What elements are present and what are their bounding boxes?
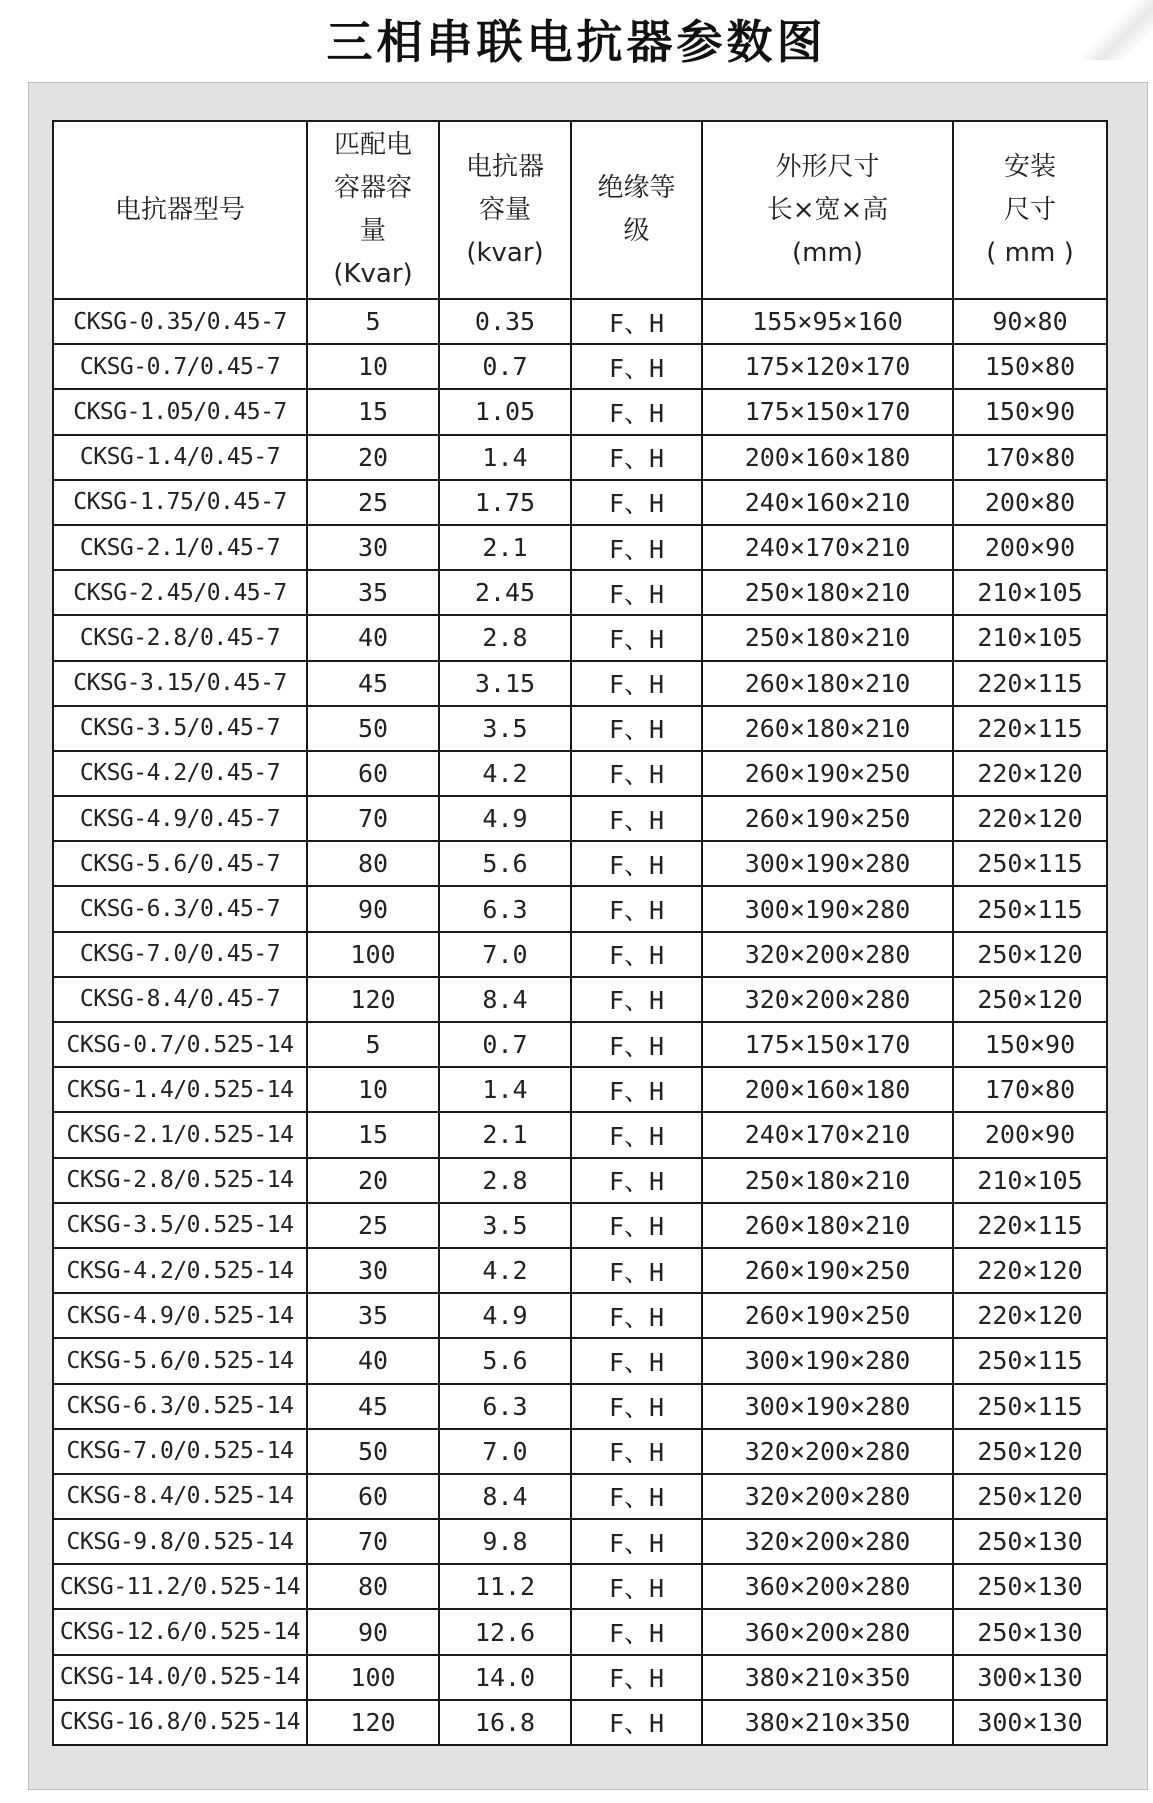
cell-reactor-capacity: 7.0 bbox=[439, 1429, 571, 1474]
cell-model: CKSG-11.2/0.525-14 bbox=[53, 1564, 307, 1609]
table-row bbox=[53, 480, 1107, 525]
header-line: 容器容 bbox=[333, 173, 412, 203]
reactor-parameter-table bbox=[52, 120, 1108, 1746]
table-row bbox=[53, 1112, 1107, 1157]
cell-dimensions: 260×180×210 bbox=[702, 1203, 953, 1248]
cell-reactor-capacity: 0.7 bbox=[439, 344, 571, 389]
header-model bbox=[53, 121, 307, 299]
cell-mounting-size: 250×120 bbox=[953, 932, 1107, 977]
cell-dimensions: 300×190×280 bbox=[702, 886, 953, 931]
cell-dimensions: 320×200×280 bbox=[702, 977, 953, 1022]
cell-reactor-capacity: 0.35 bbox=[439, 299, 571, 344]
cell-insulation: F、H bbox=[571, 1384, 702, 1429]
cell-dimensions: 240×160×210 bbox=[702, 480, 953, 525]
table-row bbox=[53, 615, 1107, 660]
table-row bbox=[53, 1609, 1107, 1654]
cell-model: CKSG-2.1/0.525-14 bbox=[53, 1112, 307, 1157]
cell-model: CKSG-3.5/0.45-7 bbox=[53, 706, 307, 751]
cell-insulation: F、H bbox=[571, 1112, 702, 1157]
cell-capacitor-capacity: 70 bbox=[307, 796, 439, 841]
cell-mounting-size: 250×120 bbox=[953, 1429, 1107, 1474]
cell-model: CKSG-1.4/0.525-14 bbox=[53, 1067, 307, 1112]
cell-insulation: F、H bbox=[571, 796, 702, 841]
cell-mounting-size: 250×115 bbox=[953, 886, 1107, 931]
cell-mounting-size: 250×115 bbox=[953, 1338, 1107, 1383]
cell-reactor-capacity: 14.0 bbox=[439, 1655, 571, 1700]
cell-reactor-capacity: 2.45 bbox=[439, 570, 571, 615]
cell-insulation: F、H bbox=[571, 435, 702, 480]
table-row bbox=[53, 344, 1107, 389]
cell-mounting-size: 150×80 bbox=[953, 344, 1107, 389]
header-line: ( mm ) bbox=[986, 237, 1074, 268]
table-row bbox=[53, 751, 1107, 796]
table-row bbox=[53, 525, 1107, 570]
cell-insulation: F、H bbox=[571, 615, 702, 660]
cell-reactor-capacity: 0.7 bbox=[439, 1022, 571, 1067]
cell-model: CKSG-9.8/0.525-14 bbox=[53, 1519, 307, 1564]
cell-mounting-size: 300×130 bbox=[953, 1655, 1107, 1700]
cell-model: CKSG-5.6/0.45-7 bbox=[53, 841, 307, 886]
header-insulation-class bbox=[571, 121, 702, 299]
cell-model: CKSG-5.6/0.525-14 bbox=[53, 1338, 307, 1383]
cell-dimensions: 380×210×350 bbox=[702, 1655, 953, 1700]
cell-capacitor-capacity: 10 bbox=[307, 344, 439, 389]
cell-capacitor-capacity: 40 bbox=[307, 615, 439, 660]
header-dimensions bbox=[702, 121, 953, 299]
page-title: 三相串联电抗器参数图 bbox=[326, 15, 827, 69]
cell-model: CKSG-6.3/0.525-14 bbox=[53, 1384, 307, 1429]
table-row bbox=[53, 1248, 1107, 1293]
cell-reactor-capacity: 5.6 bbox=[439, 1338, 571, 1383]
table-row bbox=[53, 661, 1107, 706]
cell-dimensions: 360×200×280 bbox=[702, 1564, 953, 1609]
cell-capacitor-capacity: 80 bbox=[307, 841, 439, 886]
cell-insulation: F、H bbox=[571, 1293, 702, 1338]
cell-insulation: F、H bbox=[571, 299, 702, 344]
cell-capacitor-capacity: 15 bbox=[307, 1112, 439, 1157]
cell-reactor-capacity: 4.2 bbox=[439, 1248, 571, 1293]
cell-model: CKSG-1.05/0.45-7 bbox=[53, 389, 307, 434]
cell-capacitor-capacity: 120 bbox=[307, 977, 439, 1022]
cell-insulation: F、H bbox=[571, 525, 702, 570]
cell-mounting-size: 220×120 bbox=[953, 1293, 1107, 1338]
table-row bbox=[53, 1293, 1107, 1338]
cell-reactor-capacity: 16.8 bbox=[439, 1700, 571, 1745]
table-row bbox=[53, 841, 1107, 886]
cell-reactor-capacity: 12.6 bbox=[439, 1609, 571, 1654]
table-row bbox=[53, 570, 1107, 615]
header-line: 安装 bbox=[1003, 151, 1056, 182]
header-mounting-size bbox=[953, 121, 1107, 299]
cell-dimensions: 320×200×280 bbox=[702, 932, 953, 977]
cell-insulation: F、H bbox=[571, 1158, 702, 1203]
table-row bbox=[53, 796, 1107, 841]
cell-insulation: F、H bbox=[571, 1700, 702, 1745]
cell-mounting-size: 200×90 bbox=[953, 525, 1107, 570]
cell-reactor-capacity: 4.9 bbox=[439, 1293, 571, 1338]
cell-capacitor-capacity: 20 bbox=[307, 435, 439, 480]
header-line: (mm) bbox=[792, 237, 863, 268]
cell-capacitor-capacity: 90 bbox=[307, 886, 439, 931]
header-line: 电抗器型号 bbox=[114, 194, 245, 225]
cell-mounting-size: 220×115 bbox=[953, 661, 1107, 706]
cell-model: CKSG-3.15/0.45-7 bbox=[53, 661, 307, 706]
table-row bbox=[53, 1655, 1107, 1700]
cell-mounting-size: 250×120 bbox=[953, 1474, 1107, 1519]
cell-capacitor-capacity: 35 bbox=[307, 570, 439, 615]
cell-capacitor-capacity: 25 bbox=[307, 1203, 439, 1248]
cell-insulation: F、H bbox=[571, 1429, 702, 1474]
cell-model: CKSG-1.4/0.45-7 bbox=[53, 435, 307, 480]
cell-dimensions: 360×200×280 bbox=[702, 1609, 953, 1654]
cell-capacitor-capacity: 15 bbox=[307, 389, 439, 434]
cell-model: CKSG-16.8/0.525-14 bbox=[53, 1700, 307, 1745]
cell-dimensions: 260×190×250 bbox=[702, 751, 953, 796]
cell-model: CKSG-14.0/0.525-14 bbox=[53, 1655, 307, 1700]
cell-model: CKSG-7.0/0.525-14 bbox=[53, 1429, 307, 1474]
cell-dimensions: 320×200×280 bbox=[702, 1519, 953, 1564]
cell-mounting-size: 250×120 bbox=[953, 977, 1107, 1022]
cell-dimensions: 320×200×280 bbox=[702, 1474, 953, 1519]
cell-dimensions: 250×180×210 bbox=[702, 1158, 953, 1203]
table-row bbox=[53, 1474, 1107, 1519]
cell-model: CKSG-8.4/0.525-14 bbox=[53, 1474, 307, 1519]
table-row bbox=[53, 1203, 1107, 1248]
cell-dimensions: 240×170×210 bbox=[702, 525, 953, 570]
cell-capacitor-capacity: 90 bbox=[307, 1609, 439, 1654]
cell-dimensions: 175×150×170 bbox=[702, 389, 953, 434]
cell-model: CKSG-4.9/0.525-14 bbox=[53, 1293, 307, 1338]
header-line: 级 bbox=[623, 216, 650, 246]
cell-model: CKSG-2.45/0.45-7 bbox=[53, 570, 307, 615]
cell-capacitor-capacity: 5 bbox=[307, 1022, 439, 1067]
cell-mounting-size: 210×105 bbox=[953, 570, 1107, 615]
cell-capacitor-capacity: 20 bbox=[307, 1158, 439, 1203]
header-line: 匹配电 bbox=[333, 130, 412, 160]
cell-mounting-size: 170×80 bbox=[953, 435, 1107, 480]
cell-mounting-size: 250×115 bbox=[953, 841, 1107, 886]
cell-insulation: F、H bbox=[571, 1564, 702, 1609]
cell-model: CKSG-2.8/0.45-7 bbox=[53, 615, 307, 660]
cell-model: CKSG-0.7/0.525-14 bbox=[53, 1022, 307, 1067]
cell-model: CKSG-6.3/0.45-7 bbox=[53, 886, 307, 931]
cell-dimensions: 175×120×170 bbox=[702, 344, 953, 389]
cell-mounting-size: 250×130 bbox=[953, 1609, 1107, 1654]
cell-reactor-capacity: 3.5 bbox=[439, 1203, 571, 1248]
header-capacitor-capacity bbox=[307, 121, 439, 299]
cell-capacitor-capacity: 60 bbox=[307, 751, 439, 796]
cell-insulation: F、H bbox=[571, 1609, 702, 1654]
cell-dimensions: 260×190×250 bbox=[702, 796, 953, 841]
cell-dimensions: 300×190×280 bbox=[702, 1338, 953, 1383]
cell-reactor-capacity: 11.2 bbox=[439, 1564, 571, 1609]
cell-capacitor-capacity: 100 bbox=[307, 932, 439, 977]
cell-capacitor-capacity: 30 bbox=[307, 525, 439, 570]
cell-insulation: F、H bbox=[571, 841, 702, 886]
cell-insulation: F、H bbox=[571, 1655, 702, 1700]
cell-insulation: F、H bbox=[571, 570, 702, 615]
cell-capacitor-capacity: 10 bbox=[307, 1067, 439, 1112]
cell-model: CKSG-8.4/0.45-7 bbox=[53, 977, 307, 1022]
cell-capacitor-capacity: 35 bbox=[307, 1293, 439, 1338]
cell-insulation: F、H bbox=[571, 1474, 702, 1519]
cell-reactor-capacity: 9.8 bbox=[439, 1519, 571, 1564]
table-row bbox=[53, 1338, 1107, 1383]
cell-capacitor-capacity: 60 bbox=[307, 1474, 439, 1519]
cell-dimensions: 260×180×210 bbox=[702, 661, 953, 706]
cell-capacitor-capacity: 5 bbox=[307, 299, 439, 344]
cell-insulation: F、H bbox=[571, 344, 702, 389]
cell-reactor-capacity: 1.05 bbox=[439, 389, 571, 434]
cell-insulation: F、H bbox=[571, 886, 702, 931]
cell-mounting-size: 150×90 bbox=[953, 1022, 1107, 1067]
cell-mounting-size: 220×115 bbox=[953, 706, 1107, 751]
table-row bbox=[53, 389, 1107, 434]
cell-mounting-size: 300×130 bbox=[953, 1700, 1107, 1745]
cell-model: CKSG-2.1/0.45-7 bbox=[53, 525, 307, 570]
cell-mounting-size: 210×105 bbox=[953, 1158, 1107, 1203]
table-row bbox=[53, 1519, 1107, 1564]
header-line: 电抗器 bbox=[465, 151, 544, 182]
cell-mounting-size: 250×130 bbox=[953, 1564, 1107, 1609]
cell-dimensions: 175×150×170 bbox=[702, 1022, 953, 1067]
cell-reactor-capacity: 3.15 bbox=[439, 661, 571, 706]
table-row bbox=[53, 1158, 1107, 1203]
table-row bbox=[53, 706, 1107, 751]
cell-reactor-capacity: 7.0 bbox=[439, 932, 571, 977]
cell-capacitor-capacity: 120 bbox=[307, 1700, 439, 1745]
cell-capacitor-capacity: 40 bbox=[307, 1338, 439, 1383]
cell-model: CKSG-2.8/0.525-14 bbox=[53, 1158, 307, 1203]
cell-insulation: F、H bbox=[571, 1338, 702, 1383]
cell-dimensions: 380×210×350 bbox=[702, 1700, 953, 1745]
cell-insulation: F、H bbox=[571, 661, 702, 706]
table-row bbox=[53, 977, 1107, 1022]
header-line: 量 bbox=[359, 216, 386, 246]
header-line: 绝缘等 bbox=[597, 173, 676, 203]
cell-model: CKSG-0.35/0.45-7 bbox=[53, 299, 307, 344]
cell-insulation: F、H bbox=[571, 1519, 702, 1564]
cell-reactor-capacity: 5.6 bbox=[439, 841, 571, 886]
cell-capacitor-capacity: 80 bbox=[307, 1564, 439, 1609]
cell-insulation: F、H bbox=[571, 932, 702, 977]
cell-dimensions: 300×190×280 bbox=[702, 841, 953, 886]
cell-dimensions: 320×200×280 bbox=[702, 1429, 953, 1474]
cell-reactor-capacity: 2.8 bbox=[439, 615, 571, 660]
cell-reactor-capacity: 1.4 bbox=[439, 1067, 571, 1112]
cell-reactor-capacity: 6.3 bbox=[439, 1384, 571, 1429]
cell-reactor-capacity: 1.75 bbox=[439, 480, 571, 525]
cell-insulation: F、H bbox=[571, 389, 702, 434]
cell-model: CKSG-3.5/0.525-14 bbox=[53, 1203, 307, 1248]
table-row bbox=[53, 932, 1107, 977]
cell-reactor-capacity: 2.1 bbox=[439, 1112, 571, 1157]
header-reactor-capacity bbox=[439, 121, 571, 299]
cell-insulation: F、H bbox=[571, 1248, 702, 1293]
header-line: (Kvar) bbox=[333, 259, 413, 289]
cell-model: CKSG-12.6/0.525-14 bbox=[53, 1609, 307, 1654]
cell-dimensions: 260×190×250 bbox=[702, 1248, 953, 1293]
cell-dimensions: 200×160×180 bbox=[702, 435, 953, 480]
table-body bbox=[53, 299, 1107, 1745]
header-line: 外形尺寸 bbox=[775, 151, 880, 182]
cell-reactor-capacity: 3.5 bbox=[439, 706, 571, 751]
cell-dimensions: 260×190×250 bbox=[702, 1293, 953, 1338]
cell-model: CKSG-1.75/0.45-7 bbox=[53, 480, 307, 525]
cell-dimensions: 260×180×210 bbox=[702, 706, 953, 751]
cell-capacitor-capacity: 25 bbox=[307, 480, 439, 525]
cell-capacitor-capacity: 45 bbox=[307, 661, 439, 706]
table-row bbox=[53, 1700, 1107, 1745]
cell-mounting-size: 220×115 bbox=[953, 1203, 1107, 1248]
cell-mounting-size: 200×90 bbox=[953, 1112, 1107, 1157]
cell-mounting-size: 210×105 bbox=[953, 615, 1107, 660]
cell-mounting-size: 170×80 bbox=[953, 1067, 1107, 1112]
table-row bbox=[53, 299, 1107, 344]
cell-reactor-capacity: 2.8 bbox=[439, 1158, 571, 1203]
cell-model: CKSG-0.7/0.45-7 bbox=[53, 344, 307, 389]
cell-mounting-size: 220×120 bbox=[953, 796, 1107, 841]
cell-dimensions: 240×170×210 bbox=[702, 1112, 953, 1157]
cell-capacitor-capacity: 50 bbox=[307, 1429, 439, 1474]
table-row bbox=[53, 1564, 1107, 1609]
cell-model: CKSG-7.0/0.45-7 bbox=[53, 932, 307, 977]
cell-insulation: F、H bbox=[571, 1203, 702, 1248]
cell-insulation: F、H bbox=[571, 751, 702, 796]
cell-capacitor-capacity: 30 bbox=[307, 1248, 439, 1293]
table-row bbox=[53, 435, 1107, 480]
header-line: 尺寸 bbox=[1003, 194, 1056, 225]
cell-dimensions: 250×180×210 bbox=[702, 570, 953, 615]
cell-dimensions: 155×95×160 bbox=[702, 299, 953, 344]
cell-reactor-capacity: 8.4 bbox=[439, 1474, 571, 1519]
cell-mounting-size: 220×120 bbox=[953, 1248, 1107, 1293]
cell-insulation: F、H bbox=[571, 706, 702, 751]
cell-mounting-size: 220×120 bbox=[953, 751, 1107, 796]
table-row bbox=[53, 1022, 1107, 1067]
cell-mounting-size: 250×115 bbox=[953, 1384, 1107, 1429]
table-row bbox=[53, 1067, 1107, 1112]
cell-dimensions: 300×190×280 bbox=[702, 1384, 953, 1429]
cell-capacitor-capacity: 70 bbox=[307, 1519, 439, 1564]
cell-reactor-capacity: 8.4 bbox=[439, 977, 571, 1022]
table-header-row bbox=[53, 121, 1107, 299]
cell-dimensions: 200×160×180 bbox=[702, 1067, 953, 1112]
cell-dimensions: 250×180×210 bbox=[702, 615, 953, 660]
cell-mounting-size: 150×90 bbox=[953, 389, 1107, 434]
cell-insulation: F、H bbox=[571, 977, 702, 1022]
header-line: 长×宽×高 bbox=[766, 194, 889, 225]
cell-capacitor-capacity: 50 bbox=[307, 706, 439, 751]
cell-mounting-size: 90×80 bbox=[953, 299, 1107, 344]
cell-capacitor-capacity: 100 bbox=[307, 1655, 439, 1700]
cell-model: CKSG-4.2/0.525-14 bbox=[53, 1248, 307, 1293]
header-line: 容量 bbox=[478, 194, 531, 225]
cell-mounting-size: 200×80 bbox=[953, 480, 1107, 525]
cell-reactor-capacity: 1.4 bbox=[439, 435, 571, 480]
cell-insulation: F、H bbox=[571, 480, 702, 525]
cell-reactor-capacity: 6.3 bbox=[439, 886, 571, 931]
cell-insulation: F、H bbox=[571, 1022, 702, 1067]
header-line: (kvar) bbox=[466, 237, 544, 268]
cell-reactor-capacity: 4.9 bbox=[439, 796, 571, 841]
table-row bbox=[53, 1384, 1107, 1429]
cell-capacitor-capacity: 45 bbox=[307, 1384, 439, 1429]
cell-insulation: F、H bbox=[571, 1067, 702, 1112]
cell-model: CKSG-4.9/0.45-7 bbox=[53, 796, 307, 841]
cell-mounting-size: 250×130 bbox=[953, 1519, 1107, 1564]
table-row bbox=[53, 886, 1107, 931]
cell-reactor-capacity: 4.2 bbox=[439, 751, 571, 796]
table-row bbox=[53, 1429, 1107, 1474]
cell-reactor-capacity: 2.1 bbox=[439, 525, 571, 570]
cell-model: CKSG-4.2/0.45-7 bbox=[53, 751, 307, 796]
